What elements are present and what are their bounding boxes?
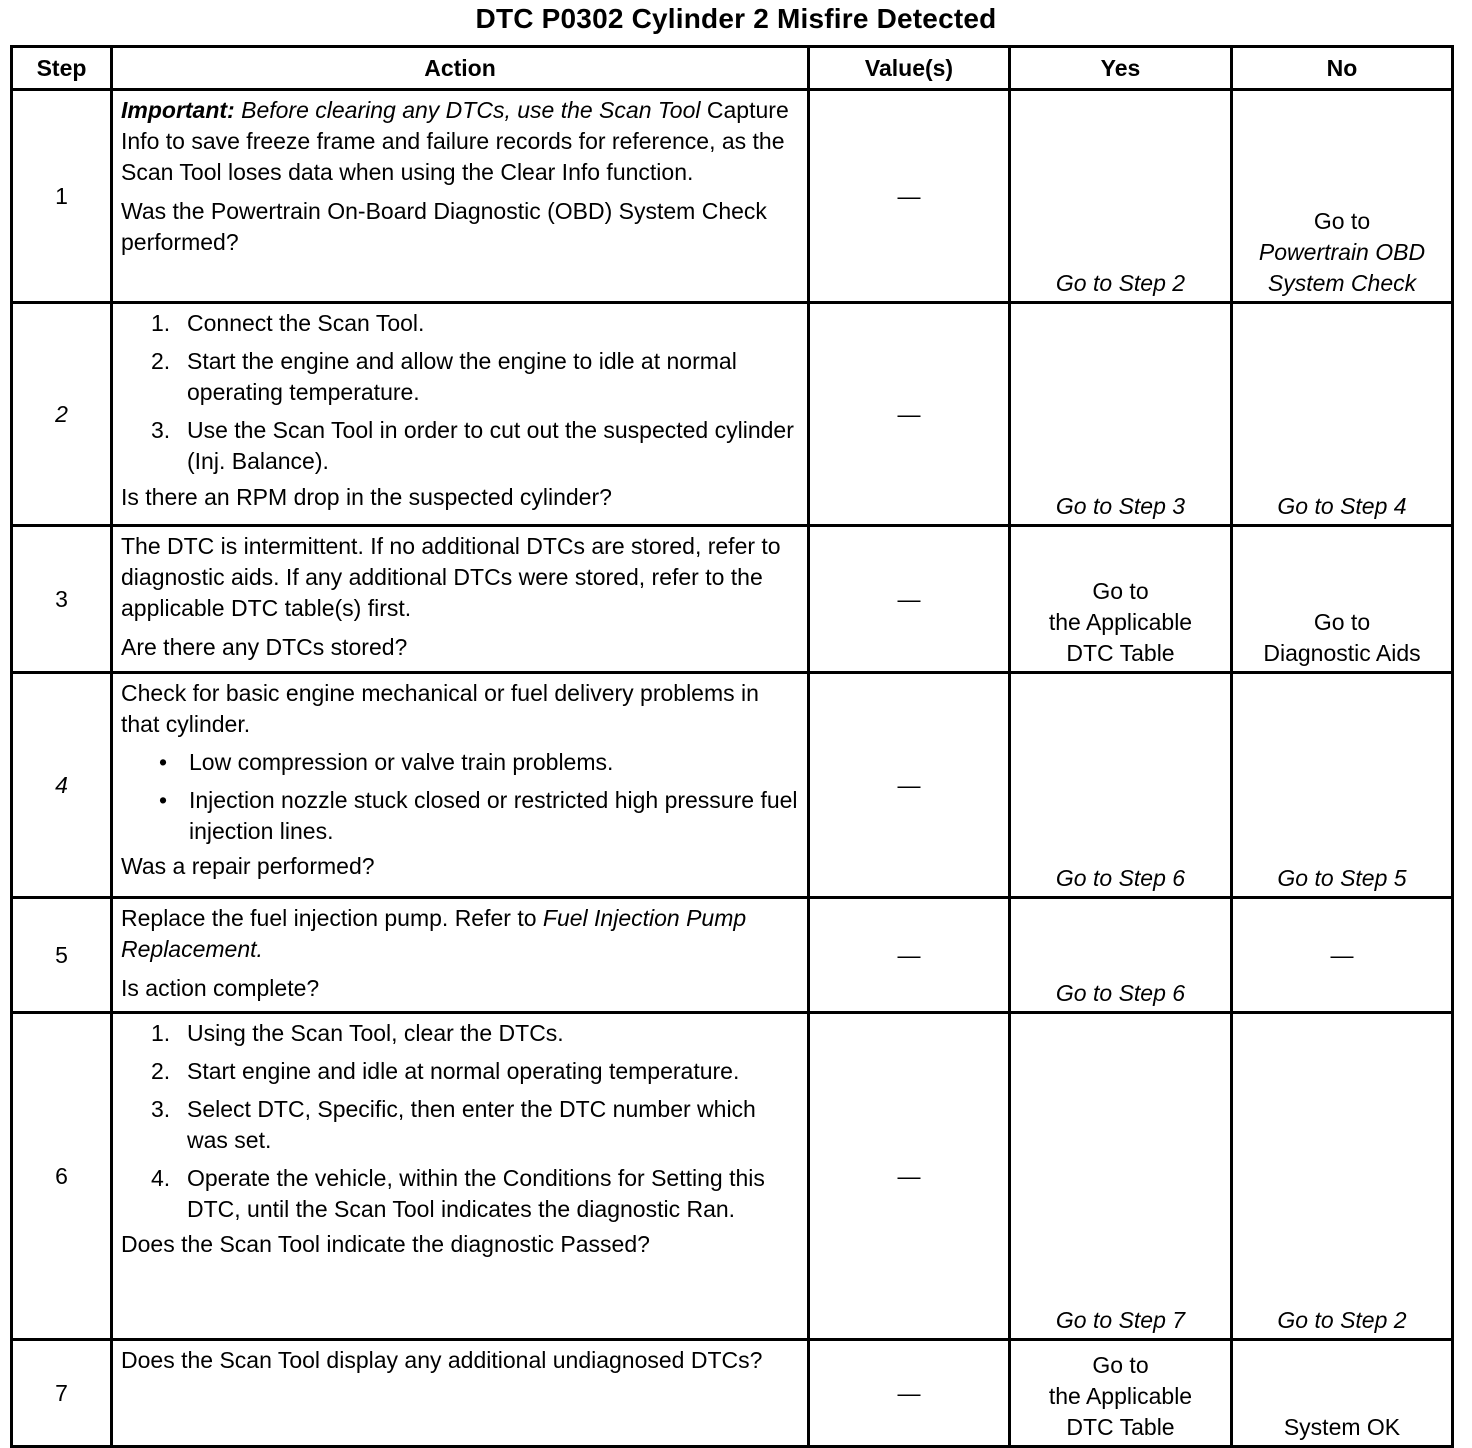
procedure-reference-link[interactable]: Fuel Injection Pump Replacement. [121, 905, 747, 962]
value-cell: — [809, 673, 1010, 898]
system-ok-text: System OK [1283, 1414, 1401, 1440]
action-bullets [121, 747, 799, 847]
list-item: • Injection nozzle stuck closed or restricted high pressure fuel injection lines. [159, 787, 798, 844]
list-item: 1. Using the Scan Tool, clear the DTCs. [151, 1020, 564, 1046]
action-cell [112, 898, 809, 1013]
header-no: No [1232, 47, 1453, 90]
value-cell: — [809, 90, 1010, 303]
action-text: The DTC is intermittent. If no additional DTCs are stored, refer to diagnostic aids. If any additional DTCs were stored, refer to the applicable DTC table(s) first. [121, 533, 781, 621]
value-cell: — [809, 303, 1010, 526]
table-row [12, 1013, 1453, 1340]
yes-cell [1010, 90, 1232, 303]
action-question: Are there any DTCs stored? [121, 634, 408, 660]
action-cell [112, 1340, 809, 1447]
important-text: Before clearing any DTCs, use the Scan Tool [241, 97, 701, 123]
yes-link[interactable]: Go to Step 6 [1055, 865, 1186, 891]
action-cell [112, 90, 809, 303]
action-question: Was a repair performed? [121, 853, 375, 879]
yes-cell [1010, 303, 1232, 526]
no-goto[interactable]: Go to [1313, 609, 1371, 635]
important-label: Important: [121, 97, 235, 123]
header-yes: Yes [1010, 47, 1232, 90]
action-question: Was the Powertrain On-Board Diagnostic (OBD) System Check performed? [121, 198, 767, 255]
table-row [12, 526, 1453, 673]
action-steps [121, 1018, 799, 1225]
step-number: 7 [12, 1340, 112, 1447]
value-cell: — [809, 1340, 1010, 1447]
list-item: 3. Select DTC, Specific, then enter the DTC number which was set. [151, 1096, 756, 1153]
yes-link[interactable]: Go to Step 2 [1055, 270, 1186, 296]
yes-cell [1010, 1340, 1232, 1447]
list-item: 3. Use the Scan Tool in order to cut out the suspected cylinder (Inj. Balance). [151, 417, 794, 474]
action-cell [112, 303, 809, 526]
yes-link[interactable]: Go to Step 3 [1055, 493, 1186, 519]
step-number: 6 [12, 1013, 112, 1340]
no-link[interactable]: Go to Step 5 [1277, 865, 1407, 891]
yes-link[interactable]: Go to Step 6 [1055, 980, 1186, 1006]
list-item: • Low compression or valve train problems. [159, 749, 614, 775]
no-cell [1232, 90, 1453, 303]
yes-link[interactable]: Go to Step 7 [1055, 1307, 1186, 1333]
value-cell: — [809, 898, 1010, 1013]
yes-cell [1010, 526, 1232, 673]
step-number: 3 [12, 526, 112, 673]
diagnostic-table [10, 45, 1454, 1448]
no-goto: Go to [1313, 208, 1371, 234]
step-number: 5 [12, 898, 112, 1013]
no-link[interactable]: Go to Step 2 [1277, 1307, 1407, 1333]
table-row [12, 303, 1453, 526]
no-link[interactable]: Powertrain OBD System Check [1258, 239, 1426, 296]
no-target[interactable]: Diagnostic Aids [1263, 640, 1421, 666]
action-cell [112, 526, 809, 673]
page-title: DTC P0302 Cylinder 2 Misfire Detected [475, 3, 997, 34]
action-cell [112, 1013, 809, 1340]
action-steps [121, 308, 799, 477]
table-row [12, 90, 1453, 303]
action-question: Is action complete? [121, 975, 320, 1001]
no-cell [1232, 303, 1453, 526]
step-number: 1 [12, 90, 112, 303]
no-cell [1232, 1340, 1453, 1447]
header-action: Action [112, 47, 809, 90]
no-cell [1232, 673, 1453, 898]
action-question: Is there an RPM drop in the suspected cylinder? [121, 484, 612, 510]
action-cell [112, 673, 809, 898]
no-cell: — [1232, 898, 1453, 1013]
yes-cell [1010, 673, 1232, 898]
header-row [12, 47, 1453, 90]
value-cell: — [809, 1013, 1010, 1340]
yes-cell [1010, 898, 1232, 1013]
no-cell [1232, 1013, 1453, 1340]
yes-goto[interactable]: Go to [1092, 578, 1149, 604]
header-values: Value(s) [809, 47, 1010, 90]
list-item: 2. Start the engine and allow the engine to idle at normal operating temperature. [151, 348, 737, 405]
table-row [12, 673, 1453, 898]
header-step: Step [12, 47, 112, 90]
action-text: Check for basic engine mechanical or fuel delivery problems in that cylinder. [121, 680, 759, 737]
yes-target-table[interactable]: DTC Table [1066, 1414, 1175, 1440]
table-row [12, 898, 1453, 1013]
list-item: 2. Start engine and idle at normal operating temperature. [151, 1058, 740, 1084]
action-question: Does the Scan Tool display any additional undiagnosed DTCs? [121, 1347, 763, 1373]
yes-target-table[interactable]: DTC Table [1066, 640, 1175, 666]
yes-cell [1010, 1013, 1232, 1340]
no-link[interactable]: Go to Step 4 [1277, 493, 1407, 519]
yes-goto[interactable]: Go to [1092, 1352, 1149, 1378]
action-question: Does the Scan Tool indicate the diagnostic Passed? [121, 1231, 650, 1257]
step-number: 2 [12, 303, 112, 526]
important-note [121, 95, 799, 188]
value-cell: — [809, 526, 1010, 673]
no-cell [1232, 526, 1453, 673]
step-number: 4 [12, 673, 112, 898]
yes-target[interactable]: the Applicable [1048, 609, 1193, 635]
important-text-rest: Capture Info to save freeze frame and failure records for reference, as the Scan Tool loses data when using the Clear Info function. [121, 97, 789, 185]
list-item: 4. Operate the vehicle, within the Conditions for Setting this DTC, until the Scan Tool indicates the diagnostic Ran. [151, 1165, 765, 1222]
table-row [12, 1340, 1453, 1447]
list-item: 1. Connect the Scan Tool. [151, 310, 425, 336]
action-text: Replace the fuel injection pump. Refer to Fuel Injection Pump Replacement. [121, 905, 747, 962]
yes-target[interactable]: the Applicable [1048, 1383, 1193, 1409]
